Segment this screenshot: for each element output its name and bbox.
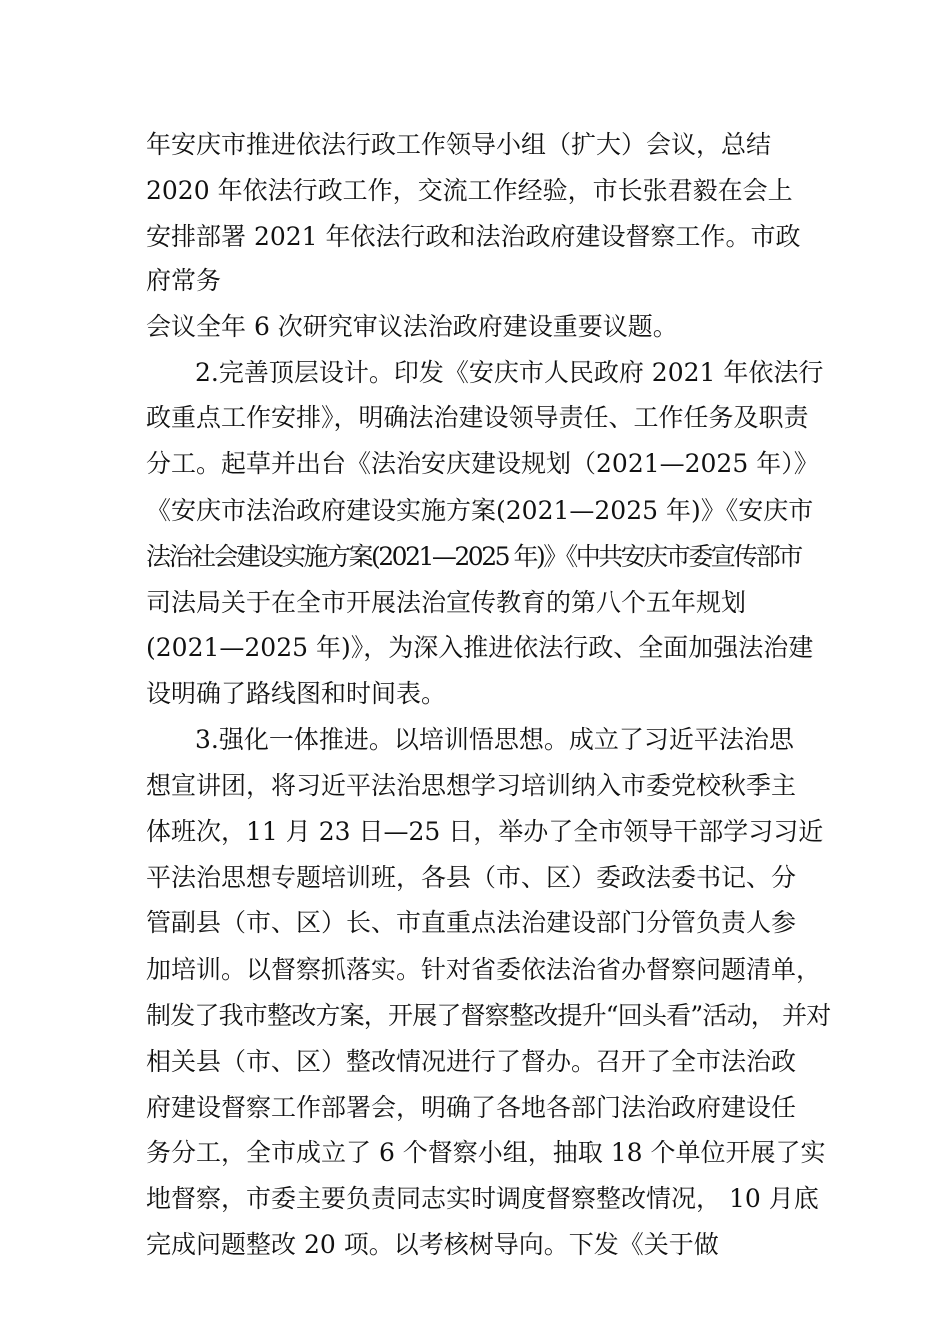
text-line: 《安庆市法治政府建设实施方案(2021—2025 年)》《安庆市 bbox=[146, 496, 814, 525]
text-line: 分工。起草并出台《法治安庆建设规划（2021—2025 年）》 bbox=[146, 449, 819, 478]
paragraph-first-line: 2.完善顶层设计。印发《安庆市人民政府 2021 年依法行 bbox=[195, 358, 824, 387]
text-line: 年安庆市推进依法行政工作领导小组（扩大）会议，总结 bbox=[146, 130, 772, 159]
text-line: 务分工，全市成立了 6 个督察小组，抽取 18 个单位开展了实 bbox=[146, 1138, 826, 1167]
text-line: 安排部署 2021 年依法行政和法治政府建设督察工作。市政 bbox=[146, 222, 801, 251]
text-line: (2021—2025 年)》，为深入推进依法行政、全面加强法治建 bbox=[146, 633, 814, 662]
text-line: 府常务 bbox=[146, 266, 222, 295]
text-line: 司法局关于在全市开展法治宣传教育的第八个五年规划 bbox=[146, 588, 747, 617]
text-line: 府建设督察工作部署会，明确了各地各部门法治政府建设任 bbox=[146, 1093, 797, 1122]
text-line: 体班次，11 月 23 日—25 日，举办了全市领导干部学习习近 bbox=[146, 817, 824, 846]
text-line: 2020 年依法行政工作，交流工作经验，市长张君毅在会上 bbox=[146, 176, 793, 205]
paragraph-first-line: 3.强化一体推进。以培训悟思想。成立了习近平法治思 bbox=[195, 725, 794, 754]
text-line: 会议全年 6 次研究审议法治政府建设重要议题。 bbox=[146, 312, 678, 341]
text-line: 平法治思想专题培训班，各县（市、区）委政法委书记、分 bbox=[146, 863, 797, 892]
text-line: 相关县（市、区）整改情况进行了督办。召开了全市法治政 bbox=[146, 1047, 797, 1076]
text-line: 想宣讲团，将习近平法治思想学习培训纳入市委党校秋季主 bbox=[146, 771, 797, 800]
text-line: 加培训。以督察抓落实。针对省委依法治省办督察问题清单， bbox=[146, 955, 822, 984]
text-line: 地督察，市委主要负责同志实时调度督察整改情况， 10 月底 bbox=[146, 1184, 819, 1213]
text-line: 政重点工作安排》，明确法治建设领导责任、工作任务及职责 bbox=[146, 403, 809, 432]
text-line: 设明确了路线图和时间表。 bbox=[146, 679, 447, 708]
text-line: 完成问题整改 20 项。以考核树导向。下发《关于做 bbox=[146, 1230, 719, 1259]
text-line: 法治社会建设实施方案(2021—2025 年)》《中共安庆市委宣传部市 bbox=[146, 542, 801, 571]
text-line: 管副县（市、区）长、市直重点法治建设部门分管负责人参 bbox=[146, 908, 797, 937]
text-line: 制发了我市整改方案，开展了督察整改提升“回头看”活动， 并对 bbox=[146, 1001, 831, 1030]
